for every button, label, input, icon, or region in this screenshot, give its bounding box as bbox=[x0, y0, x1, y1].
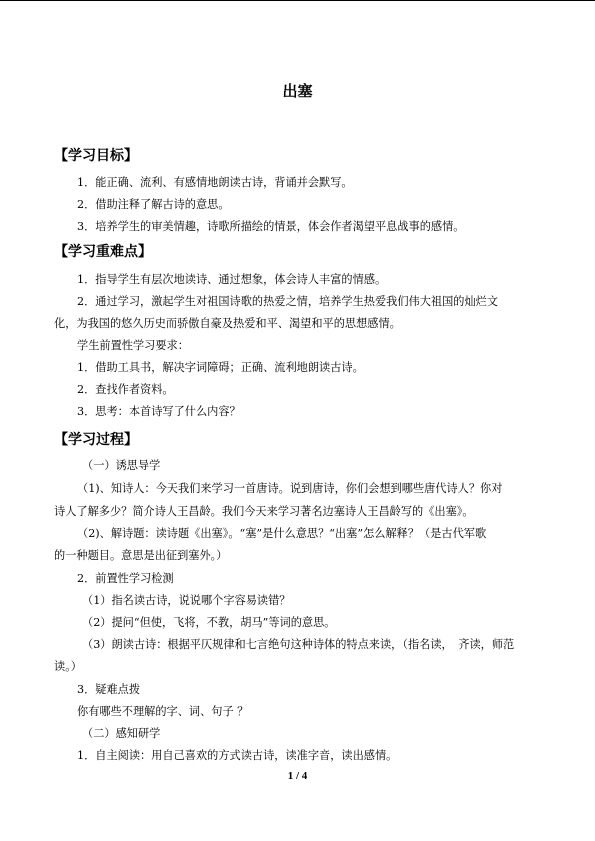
section-heading-process: 【学习过程】 bbox=[54, 432, 138, 448]
process-line-1: （1)、知诗人：今天我们来学习一首唐诗。说到唐诗，你们会想到哪些唐代诗人？你对 bbox=[77, 482, 503, 495]
process-check-3: （3）朗读古诗：根据平仄规律和七言绝句这种诗体的特点来读，（指名读， 齐读，师范 bbox=[82, 638, 515, 651]
process-check-1: （1）指名读古诗，说说哪个字容易读错？ bbox=[82, 594, 291, 607]
prestudy-line-1: 1．借助工具书，解决字词障碍；正确、流利地朗读古诗。 bbox=[77, 361, 364, 374]
page-number: 1 / 4 bbox=[287, 770, 308, 782]
process-reading-line: 1．自主阅读：用自己喜欢的方式读古诗，读准字音，读出感情。 bbox=[77, 749, 398, 762]
process-check-title: 2．前置性学习检测 bbox=[77, 572, 174, 585]
process-check-3-cont: 读。） bbox=[54, 660, 82, 673]
goal-line-1: 1．能正确、流利、有感情地朗读古诗，背诵并会默写。 bbox=[77, 176, 353, 189]
goal-line-3: 3．培养学生的审美情趣，诗歌所描绘的情景，体会作者渴望平息战事的感情。 bbox=[77, 220, 465, 233]
process-difficulty-question: 你有哪些不理解的字、词、句子 ？ bbox=[77, 705, 249, 718]
top-rule bbox=[0, 0, 595, 1]
process-part-2: （二）感知研学 bbox=[82, 727, 161, 740]
process-check-2: （2）提问“但使，飞将，不教，胡马”等词的意思。 bbox=[82, 616, 336, 629]
section-heading-keypoints: 【学习重难点】 bbox=[54, 244, 152, 260]
keypoint-line-2-cont: 化，为我国的悠久历史而骄傲自豪及热爱和平、渴望和平的思想感情。 bbox=[54, 317, 401, 330]
goal-line-2: 2．借助注释了解古诗的意思。 bbox=[77, 198, 230, 211]
section-heading-goals: 【学习目标】 bbox=[54, 148, 138, 164]
process-part-1: （一）诱思导学 bbox=[82, 459, 161, 472]
keypoint-line-1: 1．指导学生有层次地读诗、通过想象，体会诗人丰富的情感。 bbox=[77, 273, 387, 286]
prestudy-line-3: 3．思考：本首诗写了什么内容？ bbox=[77, 405, 241, 418]
prestudy-line-2: 2．查找作者资料。 bbox=[77, 383, 174, 396]
process-line-2: （2)、解诗题：读诗题《出塞》。“塞”是什么意思？“出塞”怎么解释？（是古代军歌 bbox=[77, 527, 487, 540]
page-title: 出塞 bbox=[282, 82, 313, 100]
process-line-2-cont: 的一种题目。意思是出征到塞外。） bbox=[54, 549, 228, 562]
process-difficulty-title: 3．疑难点拨 bbox=[77, 683, 141, 696]
prestudy-title: 学生前置性学习要求： bbox=[77, 339, 189, 352]
process-line-1-cont: 诗人了解多少？简介诗人王昌龄。我们今天来学习著名边塞诗人王昌龄写的《出塞》。 bbox=[54, 505, 474, 518]
keypoint-line-2: 2．通过学习，激起学生对祖国诗歌的热爱之情，培养学生热爱我们伟大祖国的灿烂文 bbox=[77, 295, 499, 308]
